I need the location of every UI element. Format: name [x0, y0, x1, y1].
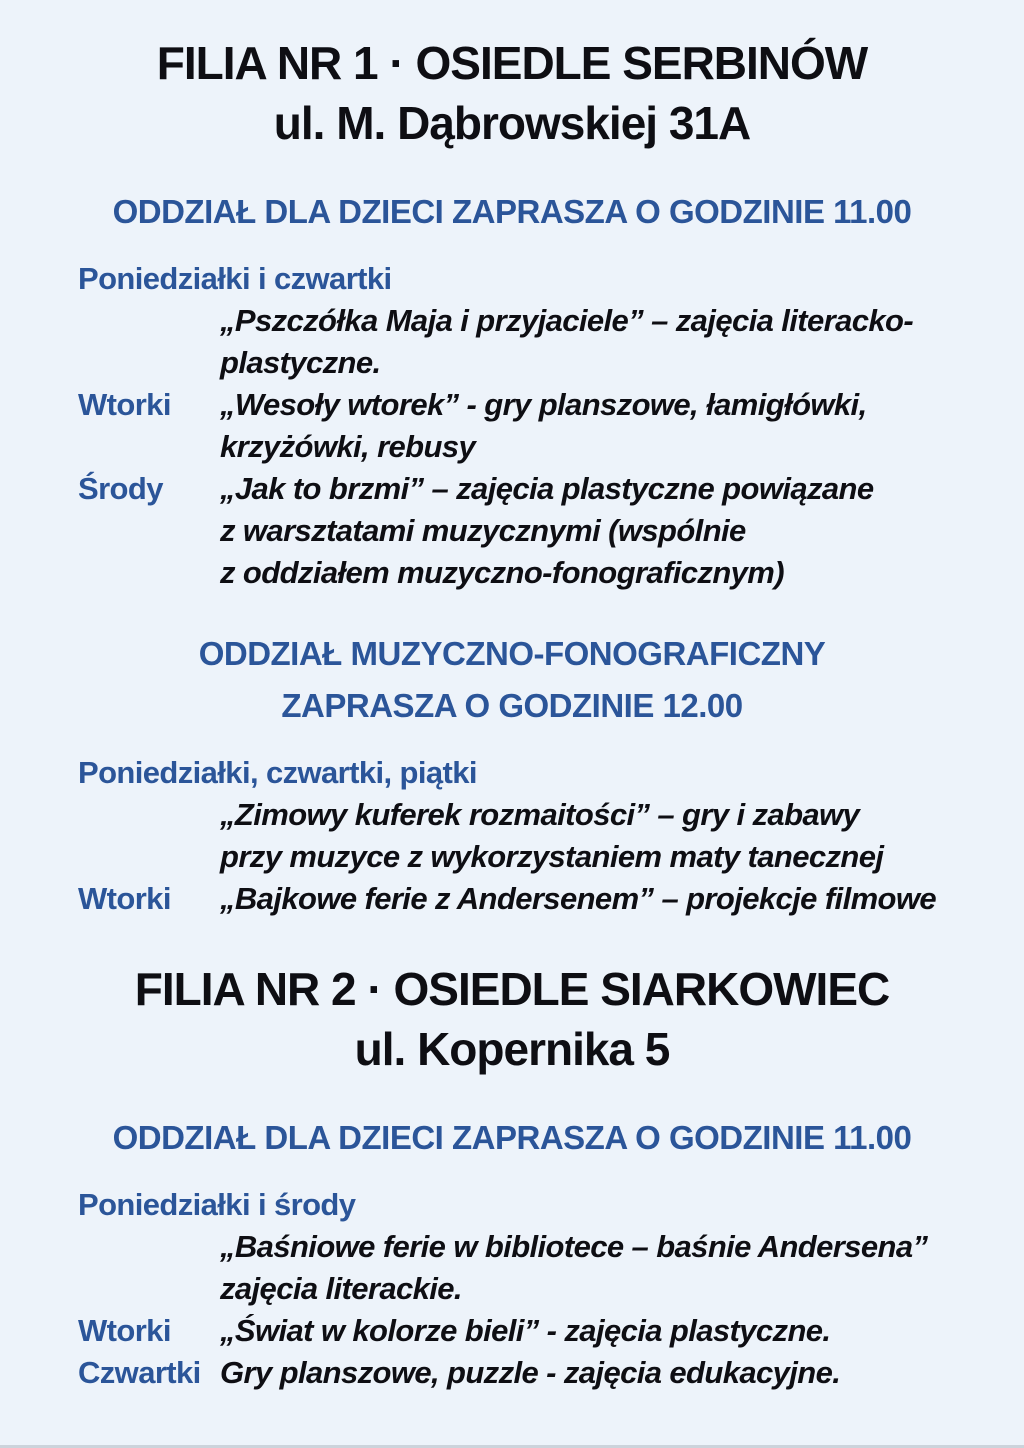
day-label: Środy — [78, 471, 163, 506]
music-dept-heading — [78, 628, 946, 732]
dept-heading-line: ODDZIAŁ MUZYCZNO-FONOGRAFICZNY — [198, 635, 826, 672]
activity-line: „Bajkowe ferie z Andersenem” – projekcje filmowe — [220, 881, 937, 916]
branch-1-title: FILIA NR 1 · OSIEDLE SERBINÓW — [156, 37, 868, 89]
activity-line: „Jak to brzmi” – zajęcia plastyczne powiązane — [220, 471, 874, 506]
music-dept-schedule — [78, 752, 946, 920]
branch-2-section — [78, 960, 946, 1394]
day-label: Poniedziałki i środy — [78, 1187, 356, 1222]
activity-line: „Pszczółka Maja i przyjaciele” – zajęcia literacko- — [220, 303, 914, 338]
activity-lines — [220, 384, 946, 468]
branch-2-address: ul. Kopernika 5 — [354, 1023, 670, 1075]
branch-2-children-dept — [78, 1112, 946, 1394]
schedule-entry — [78, 1352, 946, 1394]
activity-line: krzyżówki, rebusy — [220, 429, 476, 464]
activity-line: „Świat w kolorze bieli” - zajęcia plastyczne. — [220, 1313, 831, 1348]
schedule-entry — [78, 468, 946, 594]
activity-line: „Wesoły wtorek” - gry planszowe, łamigłówki, — [220, 387, 867, 422]
children-dept-schedule — [78, 1184, 946, 1394]
activity-lines — [220, 468, 946, 594]
branch-1-music-dept — [78, 628, 946, 920]
activity-lines — [220, 1226, 946, 1310]
activity-line: plastyczne. — [220, 345, 381, 380]
activity-line: „Baśniowe ferie w bibliotece – baśnie Andersena” — [220, 1229, 928, 1264]
day-label: Wtorki — [78, 1313, 171, 1348]
activity-lines — [220, 300, 946, 384]
dept-heading-line: ZAPRASZA O GODZINIE 12.00 — [281, 687, 743, 724]
activity-line: „Zimowy kuferek rozmaitości” – gry i zabawy — [220, 797, 860, 832]
dept-heading-line: ODDZIAŁ DLA DZIECI ZAPRASZA O GODZINIE 11.00 — [112, 193, 912, 230]
day-label: Wtorki — [78, 387, 171, 422]
activity-line: przy muzyce z wykorzystaniem maty tanecznej — [220, 839, 884, 874]
day-label: Czwartki — [78, 1355, 201, 1390]
activity-line: z warsztatami muzycznymi (wspólnie — [220, 513, 746, 548]
activity-lines — [220, 1310, 946, 1352]
branch-1-address: ul. M. Dąbrowskiej 31A — [273, 97, 751, 149]
schedule-entry — [78, 752, 946, 878]
day-label: Poniedziałki i czwartki — [78, 261, 392, 296]
activity-lines — [220, 1352, 946, 1394]
schedule-entry — [78, 878, 946, 920]
day-label: Poniedziałki, czwartki, piątki — [78, 755, 477, 790]
children-dept-heading — [78, 1112, 946, 1164]
schedule-entry — [78, 1310, 946, 1352]
schedule-entry — [78, 384, 946, 468]
branch-2-title: FILIA NR 2 · OSIEDLE SIARKOWIEC — [134, 963, 890, 1015]
activity-line: z oddziałem muzyczno-fonograficznym) — [220, 555, 784, 590]
activity-line: zajęcia literackie. — [220, 1271, 462, 1306]
children-dept-heading — [78, 186, 946, 238]
branch-1-children-dept — [78, 186, 946, 594]
day-label: Wtorki — [78, 881, 171, 916]
schedule-entry — [78, 1184, 946, 1310]
schedule-entry — [78, 258, 946, 384]
children-dept-schedule — [78, 258, 946, 594]
activity-lines — [220, 794, 946, 878]
dept-heading-line: ODDZIAŁ DLA DZIECI ZAPRASZA O GODZINIE 11.00 — [112, 1119, 912, 1156]
activity-line: Gry planszowe, puzzle - zajęcia edukacyjne. — [220, 1355, 841, 1390]
branch-1-section — [78, 34, 946, 920]
activity-lines — [220, 878, 946, 920]
